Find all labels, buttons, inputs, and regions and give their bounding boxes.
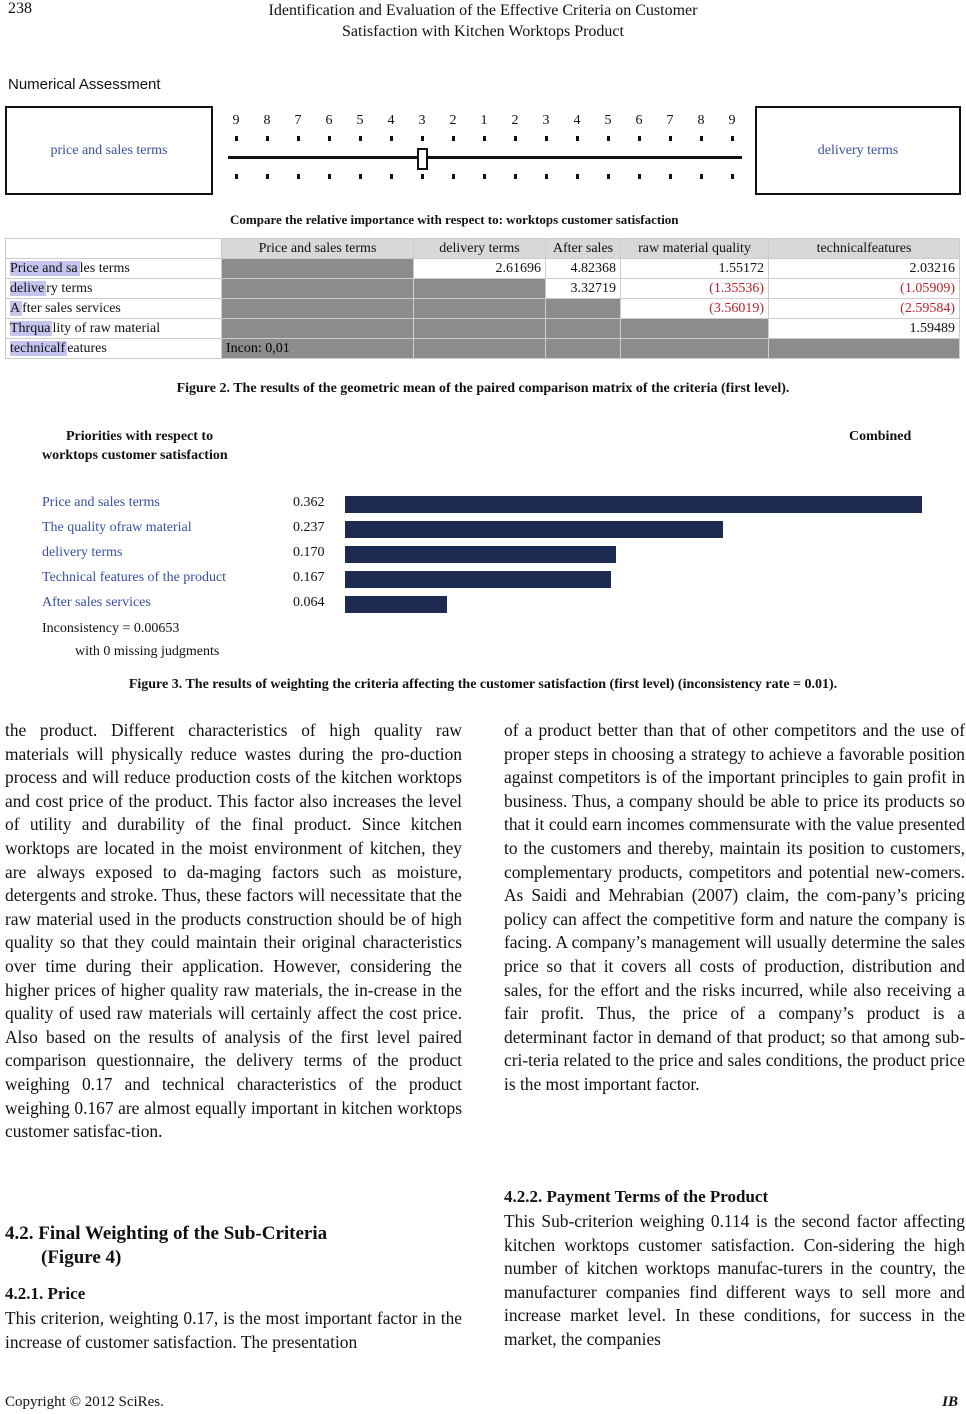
section-heading-4-2-cont: (Figure 4) [41,1247,122,1268]
matrix-cell[interactable]: 1.55172 [621,259,769,279]
matrix-cell[interactable]: 4.82368 [546,259,621,279]
compare-instruction: Compare the relative importance with respect to: worktops customer satisfaction [230,212,679,227]
matrix-header-row [6,239,960,259]
scale-tick [266,136,269,141]
scale-tick [669,174,672,179]
scale-tick [669,136,672,141]
scale-tick [452,174,455,179]
matrix-header: delivery terms [414,239,546,259]
left-criterion-label: price and sales terms [50,142,168,158]
scale-number[interactable]: 1 [480,113,488,128]
matrix-row [6,339,960,359]
scale-tick [297,174,300,179]
matrix-cell [414,339,546,359]
scale-number[interactable]: 3 [418,113,426,128]
scale-number[interactable]: 9 [232,113,240,128]
combined-label: Combined [849,429,912,444]
scale-tick [483,174,486,179]
matrix-header: Price and sales terms [222,239,414,259]
matrix-cell [414,319,546,339]
body-paragraph: This criterion, weighting 0.17, is the most important factor in the increase of customer satisfaction. The presentation [5,1308,462,1352]
matrix-cell [621,339,769,359]
matrix-cell[interactable]: (1.05909) [769,279,960,299]
bar-label: Price and sales terms [42,495,160,510]
scale-line [228,156,742,159]
inconsistency-note: Inconsistency = 0.00653 [42,621,180,636]
missing-judgments-note: with 0 missing judgments [75,644,220,659]
scale-tick [328,174,331,179]
subsection-heading-4-2-2: 4.2.2. Payment Terms of the Product [504,1187,769,1206]
matrix-row-label: A fter sales services [6,299,222,319]
matrix-row [6,299,960,319]
scale-number[interactable]: 6 [325,113,333,128]
matrix-cell [546,339,621,359]
bar-value-label: 0.237 [293,520,325,535]
scale-tick [452,136,455,141]
scale-tick [266,174,269,179]
figure3-caption: Figure 3. The results of weighting the criteria affecting the customer satisfaction (first level) (inconsistency rate = 0.01). [128,677,838,692]
bar [345,521,723,538]
right-column-para2 [504,1210,965,1352]
body-paragraph: the product. Different characteristics of high quality raw materials will physically reduce wastes during the pro-duction process and will reduce production costs of the kitchen worktops and cost price of the product. This factor also increases the level of utility and durability of the final product. Since kitchen worktops are located in the moist environment of kitchen, they are always exposed to da-maging factors such as moisture, detergents and stroke. Thus, these factors will necessitate that the raw material used in the products construction should be of high quality so that they could maintain their original characteristics over time during their application. However, considering the higher prices of higher quality raw materials, the in-crease in the quality of used raw materials will certainly affect the cost price. Also based on the results of analysis of the first level paired comparison questionnaire, the delivery terms of the product weighing 0.17 and technical characteristics of the product weighing 0.167 are almost equally important in kitchen worktops customer satisfac-tion. [5,720,462,1142]
copyright: Copyright © 2012 SciRes. [5,1394,164,1410]
bar [345,496,922,513]
matrix-row [6,319,960,339]
matrix-cell [222,319,414,339]
matrix-cell [621,319,769,339]
bar [345,571,611,588]
scale-tick [328,136,331,141]
matrix-row [6,279,960,299]
scale-tick [359,174,362,179]
scale-tick [421,174,424,179]
scale-number[interactable]: 5 [604,113,612,128]
matrix-row-label: Price and sa les terms [6,259,222,279]
subsection-heading-4-2-1: 4.2.1. Price [5,1284,86,1303]
matrix-cell [546,299,621,319]
matrix-cell[interactable]: 2.61696 [414,259,546,279]
scale-tick [731,136,734,141]
matrix-cell[interactable]: 3.32719 [546,279,621,299]
scale-tick [235,136,238,141]
bar-label: After sales services [42,595,151,610]
comparison-matrix [5,238,960,359]
bar-value-label: 0.064 [293,595,325,610]
slider-handle[interactable] [417,148,428,170]
matrix-row-label: delive ry terms [6,279,222,299]
running-title [0,0,966,42]
running-title-line2: Satisfaction with Kitchen Worktops Product [342,23,624,40]
left-criterion-box [5,106,213,195]
scale-tick [607,136,610,141]
matrix-corner [6,239,222,259]
scale-tick [421,136,424,141]
scale-number[interactable]: 3 [542,113,550,128]
scale-number[interactable]: 5 [356,113,364,128]
page-number: 238 [8,0,32,17]
scale-tick [483,136,486,141]
bar-label: Technical features of the product [42,570,227,585]
inconsistency-cell: Incon: 0,01 [222,339,414,359]
matrix-cell [546,319,621,339]
bar-label: The quality ofraw material [42,520,192,535]
body-paragraph: of a product better than that of other competitors and the use of proper steps in choosing a strategy to achieve a favorable position against competitors is of the important principles to gain profit in business. Thus, a company should be able to price its products so that it could earn incomes commensurate with the value presented to the customers and thereby, maintain its position to customers, complementary products, competitors and potential new-comers. As Saidi and Mehrabian (2007) claim, the com-pany’s pricing policy can affect the competitive form and nature the company is facing. A company’s management will usually determine the sales price so that it covers all costs of production, distribution and sales, for the effort and the risks incurred, while also receiving a fair profit. Thus, the price of a company’s product is a determinant factor in demand of that product; so that among sub-cri-teria related to the price and sales conditions, the product price is the most important factor. [504,720,965,1094]
scale-number[interactable]: 2 [511,113,519,128]
scale-number[interactable]: 8 [263,113,271,128]
bar-value-label: 0.167 [293,570,325,585]
matrix-cell[interactable]: (3.56019) [621,299,769,319]
figure3-heading-line1: Priorities with respect to [66,429,214,444]
matrix-header: raw material quality [621,239,769,259]
matrix-cell[interactable]: (2.59584) [769,299,960,319]
matrix-cell[interactable]: (1.35536) [621,279,769,299]
bar-value-label: 0.170 [293,545,325,560]
scale-tick [700,136,703,141]
scale-number[interactable]: 9 [728,113,736,128]
scale-tick [731,174,734,179]
scale-tick [390,174,393,179]
matrix-cell [222,279,414,299]
scale-tick [545,136,548,141]
scale-tick [514,174,517,179]
matrix-cell [222,259,414,279]
scale-tick [576,136,579,141]
figure2-caption: Figure 2. The results of the geometric mean of the paired comparison matrix of the criteria (first level). [176,381,790,396]
numerical-assessment-label: Numerical Assessment [8,76,161,93]
scale-tick [545,174,548,179]
matrix-header: After sales [546,239,621,259]
bar [345,546,616,563]
scale-tick [607,174,610,179]
scale-number[interactable]: 4 [573,113,581,128]
matrix-cell [414,299,546,319]
scale-tick [700,174,703,179]
right-criterion-box [755,106,961,195]
matrix-cell[interactable]: 2.03216 [769,259,960,279]
bar-label: delivery terms [42,545,123,560]
matrix-row-label: Thrqua lity of raw material [6,319,222,339]
scale-tick [638,174,641,179]
figure3-heading-line2: worktops customer satisfaction [42,448,228,463]
scale-tick [638,136,641,141]
scale-tick [235,174,238,179]
left-column [5,719,462,1144]
matrix-cell [414,279,546,299]
matrix-row-label: technicalf eatures [6,339,222,359]
scale-tick [390,136,393,141]
right-column [504,719,965,1097]
scale-number[interactable]: 6 [635,113,643,128]
body-paragraph: This Sub-criterion weighing 0.114 is the second factor affecting kitchen worktops customer satisfaction. Con-sidering the high number of kitchen worktops manufac-turers in the country, the manufacturer companies find different ways to sell more and increase market level. In these conditions, for success in the market, the companies [504,1211,965,1349]
bar [345,596,447,613]
scale-tick [514,136,517,141]
scale-tick [359,136,362,141]
scale-tick [297,136,300,141]
scale-tick [576,174,579,179]
scale-number[interactable]: 8 [697,113,705,128]
bar-value-label: 0.362 [293,495,325,510]
running-title-line1: Identification and Evaluation of the Effective Criteria on Customer [268,2,698,19]
scale-number[interactable]: 7 [666,113,674,128]
matrix-cell [769,339,960,359]
scale-number[interactable]: 2 [449,113,457,128]
left-column-para2 [5,1307,462,1354]
matrix-header: technicalfeatures [769,239,960,259]
section-heading-4-2: 4.2. Final Weighting of the Sub-Criteria [5,1223,328,1244]
matrix-cell[interactable]: 1.59489 [769,319,960,339]
matrix-cell [222,299,414,319]
scale-number[interactable]: 4 [387,113,395,128]
journal-abbrev: IB [942,1394,958,1410]
right-criterion-label: delivery terms [817,142,899,158]
matrix-row [6,259,960,279]
scale-number[interactable]: 7 [294,113,302,128]
